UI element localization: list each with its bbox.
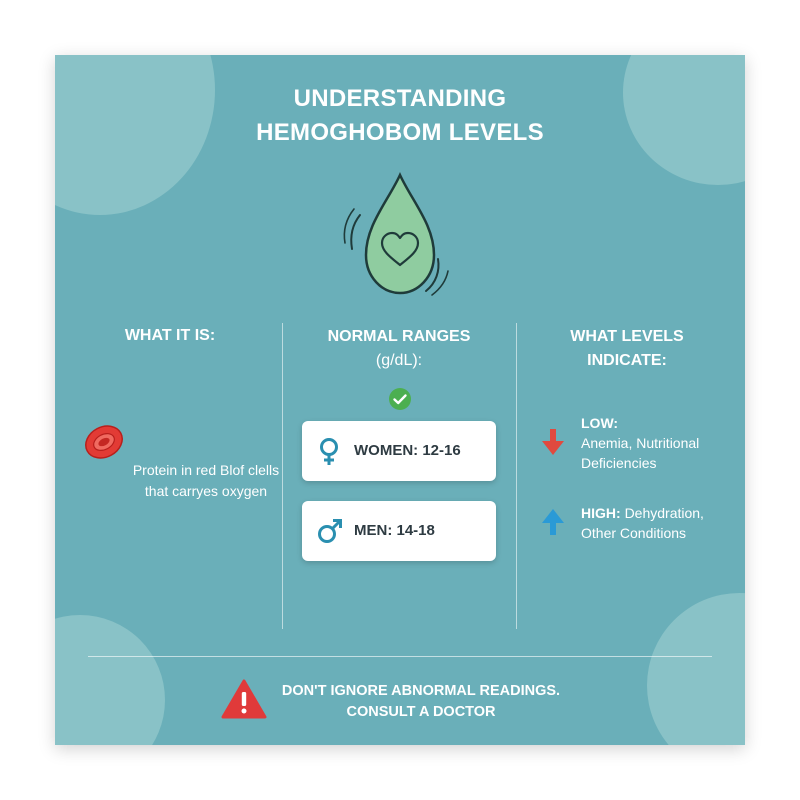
indicate-heading-line-2: INDICATE:: [587, 352, 667, 369]
indicate-heading-line-1: WHAT LEVELS: [570, 328, 684, 345]
high-level-info: [581, 503, 741, 543]
normal-ranges-unit: (g/dL):: [375, 352, 423, 369]
what-levels-indicate-heading: [537, 325, 717, 373]
title-line-1: UNDERSTANDING: [293, 85, 507, 112]
decor-circle-bottom-left: [55, 615, 165, 745]
warning-message: [271, 681, 571, 723]
what-it-is-description: [121, 460, 291, 502]
title-line-2: HEMOGHOBOM LEVELS: [256, 119, 544, 146]
red-blood-cell-icon: [80, 420, 128, 464]
high-text-line-2: Other Conditions: [581, 525, 687, 541]
low-label: LOW:: [581, 415, 619, 431]
low-level-info: [581, 413, 741, 473]
women-range-card: [302, 421, 496, 481]
arrow-up-icon: [540, 507, 566, 537]
men-range-label: MEN: 14-18: [354, 522, 435, 539]
decor-circle-bottom-right: [647, 593, 745, 745]
warning-line-1: DON'T IGNORE ABNORMAL READINGS.: [281, 683, 561, 699]
women-range-label: WOMEN: 12-16: [354, 442, 461, 459]
warning-triangle-icon: [221, 678, 267, 720]
low-text-line-2: Deficiencies: [581, 455, 657, 471]
what-it-is-heading: [95, 324, 245, 348]
what-text-line-2: that carryes oxygen: [144, 483, 268, 499]
high-label: HIGH:: [581, 505, 621, 521]
men-range-card: [302, 501, 496, 561]
male-symbol-icon: [316, 517, 344, 545]
page-title: [55, 82, 745, 150]
high-text-line-1: Dehydration,: [624, 505, 704, 521]
normal-ranges-heading: [302, 325, 496, 373]
normal-ranges-heading-text: NORMAL RANGES: [327, 328, 471, 345]
what-text-line-1: Protein in red Blof clells: [132, 462, 280, 478]
low-text-line-1: Anemia, Nutritional: [581, 435, 700, 451]
column-divider-2: [516, 323, 517, 629]
footer-divider: [88, 656, 712, 657]
female-symbol-icon: [316, 437, 342, 467]
check-circle-icon: [388, 387, 412, 411]
what-it-is-heading-text: WHAT IT IS:: [124, 327, 216, 344]
blood-drop-heart-icon: [340, 167, 460, 302]
infographic-card: [55, 55, 745, 745]
warning-line-2: CONSULT A DOCTOR: [346, 704, 496, 720]
arrow-down-icon: [540, 427, 566, 457]
